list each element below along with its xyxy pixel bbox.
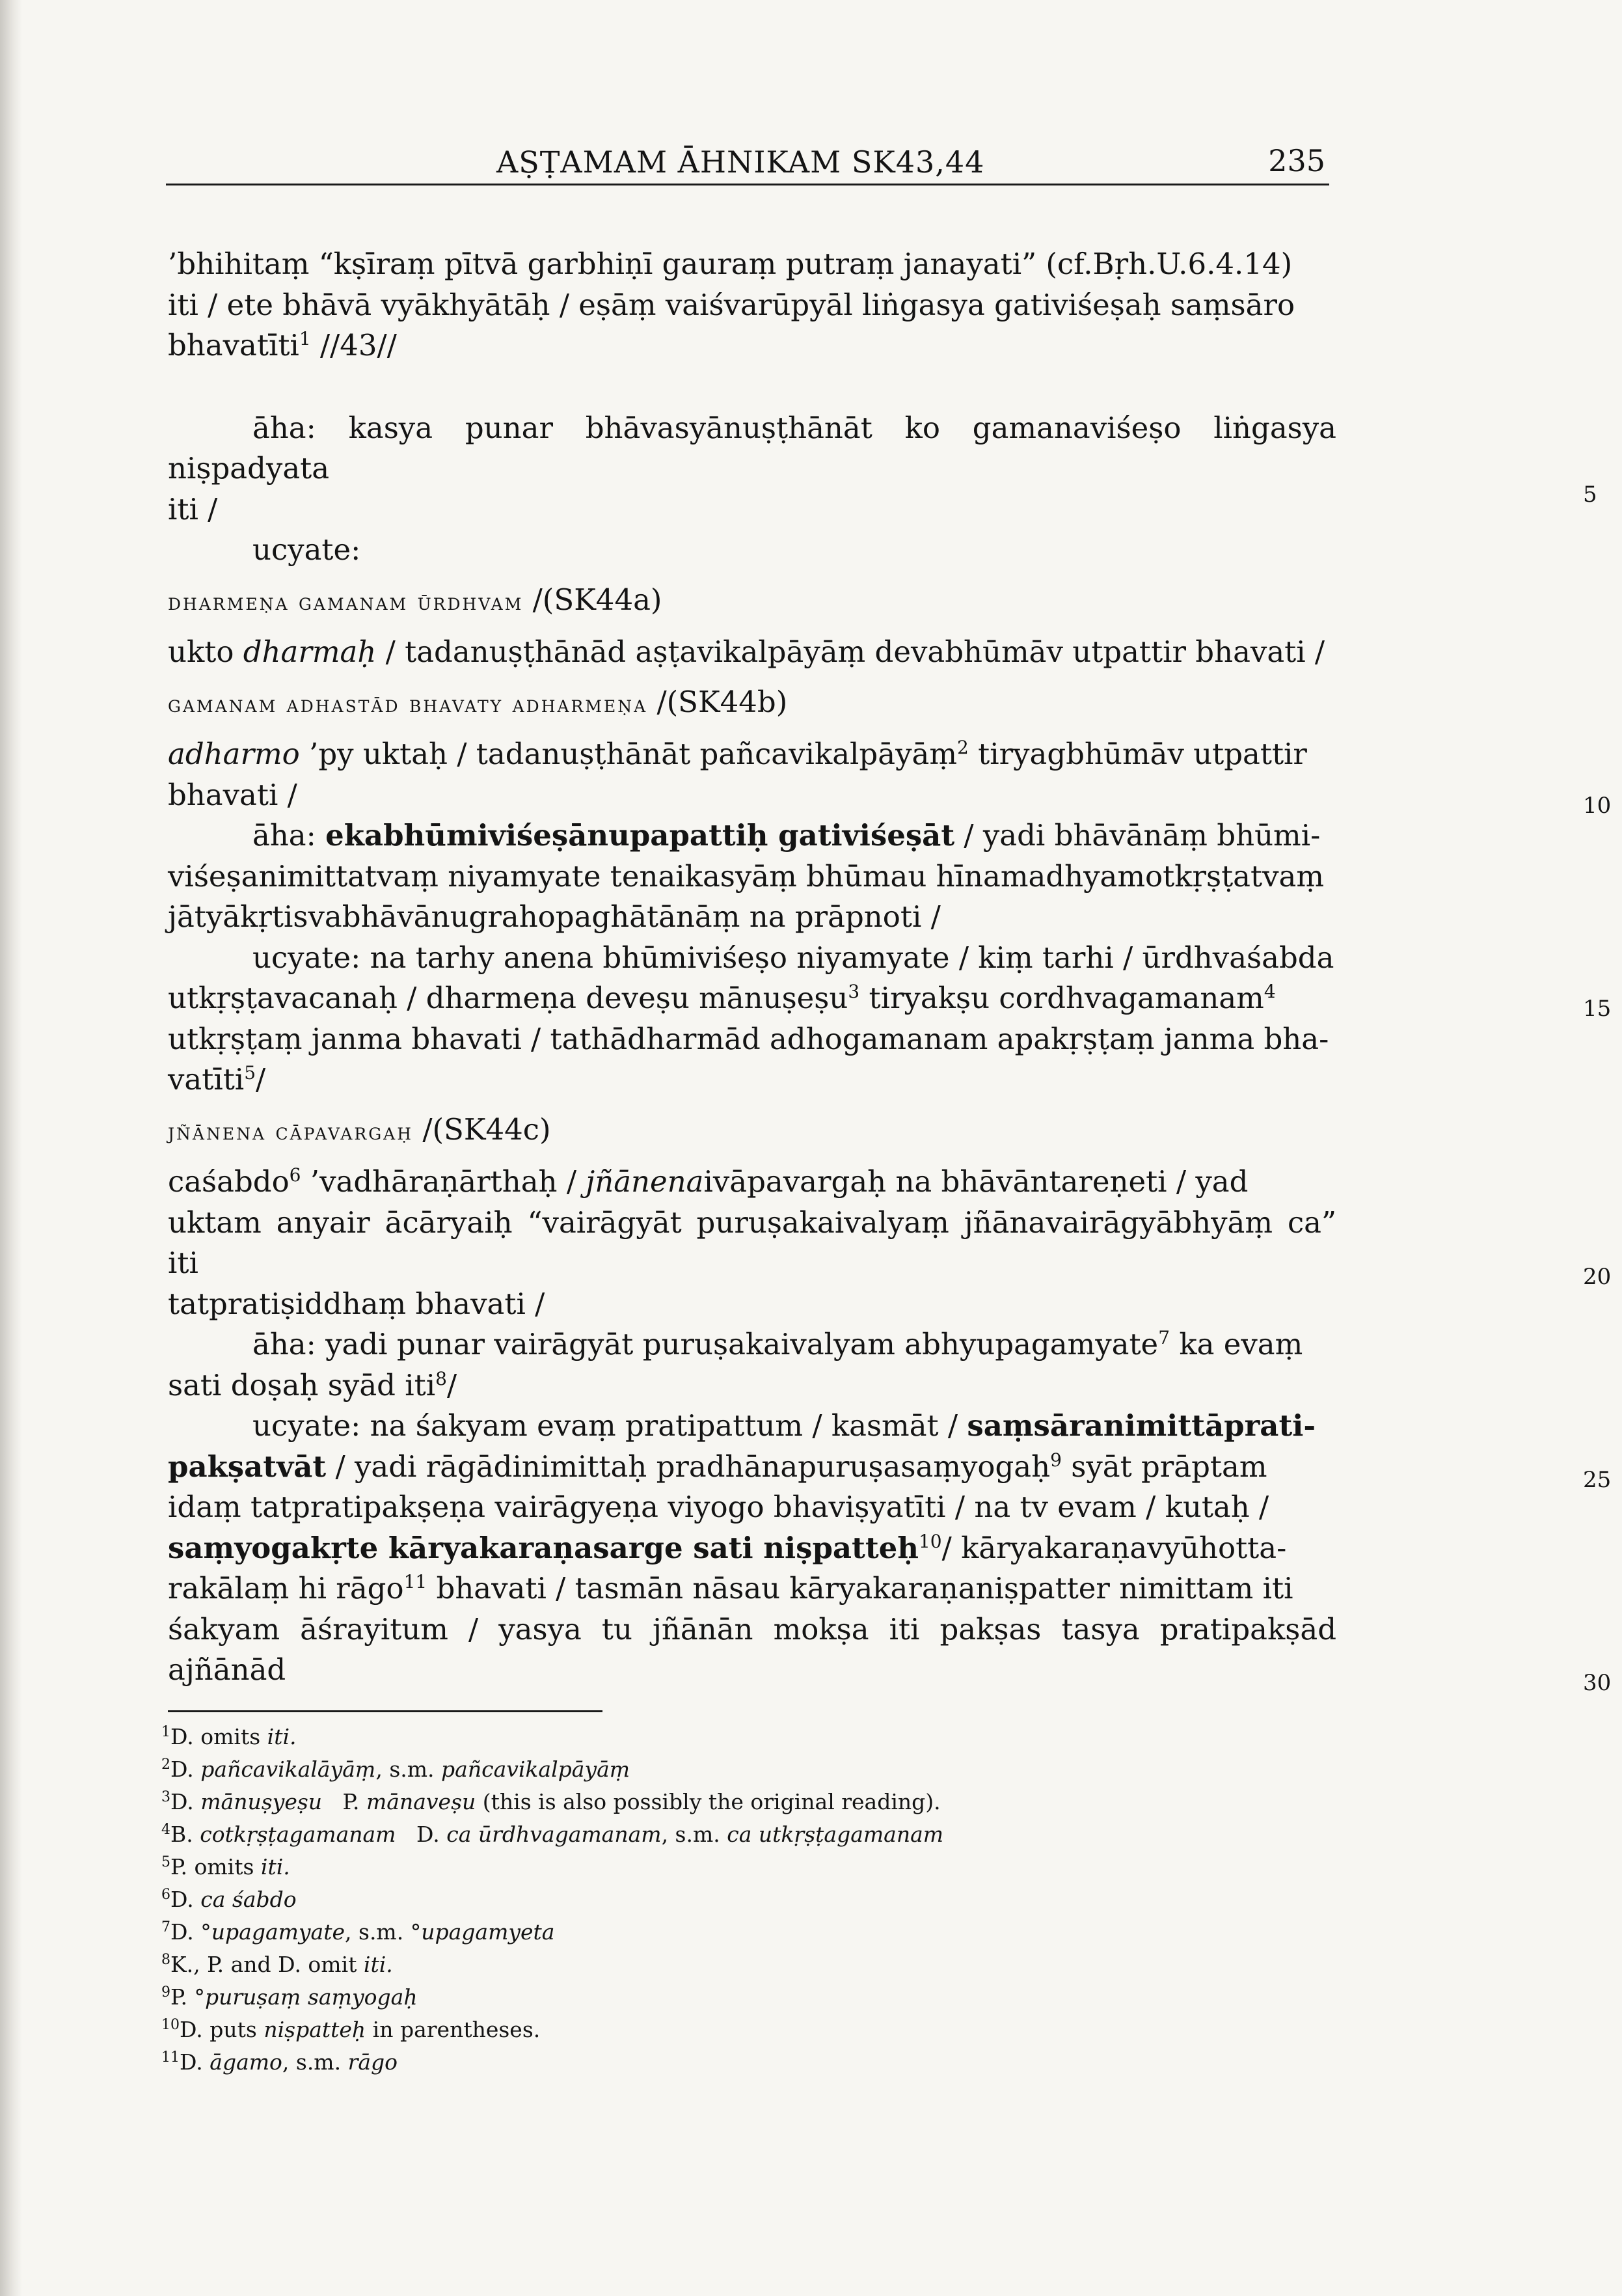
running-header bbox=[166, 138, 1329, 185]
text-run: utkṛṣṭavacanaḥ / dharmeṇa deveṣu mānuṣeṣu bbox=[168, 981, 848, 1015]
footnote-italic: ca utkṛṣṭagamanam bbox=[727, 1822, 944, 1847]
text-run: / bbox=[446, 1367, 457, 1402]
main-text bbox=[168, 244, 1612, 1696]
footnote-number: 10 bbox=[161, 2017, 180, 2033]
footnote bbox=[161, 1786, 1137, 1818]
text-run: rakālaṃ hi rāgo bbox=[168, 1571, 404, 1606]
footnote-text: D. bbox=[170, 1756, 201, 1782]
text-run: ucyate: na śakyam evaṃ pratipattum / kasmāt / bbox=[252, 1408, 967, 1443]
footnote bbox=[161, 1753, 1137, 1786]
footnote-ref: 1 bbox=[299, 328, 311, 349]
text-run: / yadi rāgādinimittaḥ pradhānapuruṣasaṃyogaḥ bbox=[326, 1449, 1051, 1484]
footnote bbox=[161, 2014, 1137, 2046]
verse-text: gamanam adhastād bhavaty adharmeṇa bbox=[168, 690, 648, 718]
footnote-text: P. bbox=[322, 1789, 367, 1814]
text-run: tiryakṣu cordhvagamanam bbox=[859, 981, 1264, 1015]
footnote-number: 6 bbox=[161, 1887, 170, 1903]
footnote-text: D. bbox=[170, 1919, 201, 1945]
footnote bbox=[161, 1851, 1137, 1883]
footnote bbox=[161, 1721, 1137, 1753]
line-number: 5 bbox=[1583, 482, 1597, 508]
footnote-number: 2 bbox=[161, 1756, 170, 1773]
text-run: āha: yadi punar vairāgyāt puruṣakaivalyam abhyupagamyate bbox=[252, 1327, 1159, 1361]
footnote-italic: mānuṣyeṣu bbox=[200, 1789, 323, 1814]
verse-ref: /(SK44b) bbox=[647, 684, 788, 719]
text-run: tiryagbhūmāv utpattir bbox=[968, 737, 1307, 771]
bold-term: saṃyogakṛte kāryakaraṇasarge sati niṣpatteḥ bbox=[168, 1530, 919, 1565]
text-run: / kāryakaraṇavyūhotta- bbox=[941, 1530, 1287, 1565]
running-title: AṢṬAMAM ĀHNIKAM SK43,44 bbox=[496, 144, 985, 180]
footnote-text: , s.m. bbox=[345, 1919, 411, 1945]
footnote bbox=[161, 1948, 1137, 1981]
footnote-italic: āgamo bbox=[210, 2049, 282, 2075]
paragraph bbox=[168, 1162, 1336, 1324]
footnote-text: P. omits bbox=[170, 1854, 261, 1879]
footnote-text: D. bbox=[396, 1822, 447, 1847]
paragraph bbox=[168, 632, 1336, 673]
footnote-italic: mānaveṣu bbox=[366, 1789, 476, 1814]
text-run: āha: bbox=[252, 818, 326, 853]
page-number: 235 bbox=[1268, 143, 1325, 178]
text-run: ukto bbox=[168, 635, 243, 669]
footnote-italic: ca ūrdhvagamanam bbox=[446, 1822, 662, 1847]
footnote-ref: 6 bbox=[289, 1164, 301, 1186]
verse-ref: /(SK44a) bbox=[523, 582, 662, 617]
italic-term: adharmo bbox=[168, 737, 300, 771]
paragraph bbox=[168, 734, 1336, 815]
footnote-italic: iti. bbox=[260, 1854, 290, 1879]
footnote-number: 5 bbox=[161, 1854, 170, 1870]
line-number: 15 bbox=[1583, 996, 1612, 1022]
footnote-italic: °upagamyeta bbox=[410, 1919, 555, 1945]
footnote-text: P. bbox=[170, 1984, 195, 2010]
footnote-ref: 7 bbox=[1158, 1327, 1170, 1348]
verse-text: jñānena cāpavargaḥ bbox=[168, 1118, 414, 1145]
line-number: 20 bbox=[1583, 1264, 1612, 1290]
verse-text: dharmeṇa gamanam ūrdhvam bbox=[168, 588, 524, 616]
text-line: āha: kasya punar bhāvasyānuṣṭhānāt ko gamanaviśeṣo liṅgasya niṣpadyata bbox=[168, 410, 1336, 485]
text-run: sati doṣaḥ syād iti bbox=[168, 1367, 436, 1402]
footnote-number: 1 bbox=[161, 1724, 170, 1740]
footnote-italic: iti. bbox=[267, 1724, 297, 1749]
footnote-number: 3 bbox=[161, 1789, 170, 1805]
footnote-text: in parentheses. bbox=[366, 2017, 541, 2042]
text-line: iti / ete bhāvā vyākhyātāḥ / eṣāṃ vaiśvarūpyāl liṅgasya gativiśeṣaḥ saṃsāro bbox=[168, 287, 1295, 322]
text-line: bhavati / bbox=[168, 777, 297, 812]
footnote-number: 9 bbox=[161, 1984, 170, 2001]
footnote bbox=[161, 1883, 1137, 1916]
footnote-text: , s.m. bbox=[282, 2049, 348, 2075]
scan-page-edge bbox=[0, 0, 22, 2296]
footnote-rule bbox=[168, 1710, 602, 1712]
footnote-number: 11 bbox=[161, 2049, 180, 2066]
verse-ref: /(SK44c) bbox=[413, 1112, 551, 1147]
footnote-ref: 5 bbox=[244, 1062, 256, 1084]
bold-term: pakṣatvāt bbox=[168, 1449, 327, 1484]
footnote-ref: 4 bbox=[1264, 981, 1276, 1002]
text-run: ’vadhāraṇārthaḥ / bbox=[301, 1164, 586, 1199]
footnotes bbox=[161, 1721, 1137, 2079]
text-run: bhavati / tasmān nāsau kāryakaraṇaniṣpatter nimittam iti bbox=[427, 1571, 1293, 1606]
footnote-italic: niṣpatteḥ bbox=[264, 2017, 366, 2042]
text-line: ’bhihitaṃ “kṣīraṃ pītvā garbhiṇī gauraṃ putraṃ janayati” (cf.Bṛh.U.6.4.14) bbox=[168, 247, 1293, 281]
text-line: śakyam āśrayitum / yasya tu jñānān mokṣa iti pakṣas tasya pratipakṣād ajñānād bbox=[168, 1611, 1336, 1687]
footnote-number: 8 bbox=[161, 1952, 170, 1968]
footnote-number: 7 bbox=[161, 1919, 170, 1935]
paragraph bbox=[168, 1406, 1336, 1691]
bold-term: ekabhūmiviśeṣānupapattiḥ gativiśeṣāt bbox=[325, 818, 955, 853]
text-run: ivāpavargaḥ na bhāvāntareṇeti / yad bbox=[703, 1164, 1249, 1199]
footnote-text: D. bbox=[170, 1789, 201, 1814]
text-line: utkṛṣṭaṃ janma bhavati / tathādharmād adhogamanam apakṛṣṭaṃ janma bha- bbox=[168, 1021, 1329, 1056]
paragraph bbox=[168, 244, 1336, 366]
karika-verse-44c bbox=[168, 1100, 1336, 1162]
footnote bbox=[161, 1981, 1137, 2014]
karika-verse-44a bbox=[168, 571, 1336, 633]
text-line: iti / bbox=[168, 491, 218, 526]
footnote-text: D. bbox=[170, 1887, 201, 1912]
footnote-text: , s.m. bbox=[661, 1822, 727, 1847]
footnote-ref: 9 bbox=[1050, 1449, 1062, 1471]
footnote-text: D. omits bbox=[170, 1724, 267, 1749]
footnote-text: , s.m. bbox=[375, 1756, 442, 1782]
footnote-ref: 2 bbox=[957, 737, 969, 758]
footnote bbox=[161, 1818, 1137, 1851]
text-run: ka evaṃ bbox=[1170, 1327, 1303, 1361]
footnote-italic: °upagamyate bbox=[200, 1919, 345, 1945]
paragraph bbox=[168, 815, 1336, 938]
text-line: ucyate: bbox=[252, 532, 361, 567]
footnote-italic: pañcavikalāyāṃ bbox=[200, 1756, 376, 1782]
footnote-ref: 8 bbox=[435, 1367, 447, 1389]
footnote-text: (this is also possibly the original reading). bbox=[476, 1789, 941, 1814]
footnote-italic: ca śabdo bbox=[200, 1887, 297, 1912]
text-run: / tadanuṣṭhānād aṣṭavikalpāyāṃ devabhūmāv utpattir bhavati / bbox=[376, 635, 1325, 669]
footnote bbox=[161, 2046, 1137, 2079]
footnote-number: 4 bbox=[161, 1822, 170, 1838]
footnote-text: K., P. and D. omit bbox=[170, 1952, 364, 1977]
footnote-text: B. bbox=[170, 1822, 200, 1847]
line-number: 30 bbox=[1583, 1670, 1612, 1696]
text-run: ’py uktaḥ / tadanuṣṭhānāt pañcavikalpāyāṃ bbox=[299, 737, 957, 771]
text-line: ucyate: na tarhy anena bhūmiviśeṣo niyamyate / kiṃ tarhi / ūrdhvaśabda bbox=[252, 940, 1334, 975]
text-line: uktam anyair ācāryaiḥ “vairāgyāt puruṣakaivalyaṃ jñānavairāgyābhyāṃ ca” iti bbox=[168, 1205, 1336, 1280]
bold-term: saṃsāranimittāprati- bbox=[967, 1408, 1316, 1443]
line-number: 10 bbox=[1583, 793, 1612, 819]
italic-term: jñānena bbox=[586, 1164, 704, 1199]
line-number: 25 bbox=[1583, 1467, 1612, 1493]
footnote-italic: °puruṣaṃ saṃyogaḥ bbox=[194, 1984, 418, 2010]
footnote-italic: iti. bbox=[363, 1952, 393, 1977]
text-line: jātyākṛtisvabhāvānugrahopaghātānāṃ na prāpnoti / bbox=[168, 899, 941, 934]
footnote-ref: 10 bbox=[918, 1530, 942, 1552]
footnote-ref: 11 bbox=[403, 1571, 427, 1592]
footnote-italic: rāgo bbox=[347, 2049, 398, 2075]
footnote-italic: pañcavikalpāyāṃ bbox=[441, 1756, 630, 1782]
footnote-text: D. bbox=[180, 2049, 210, 2075]
text-line: idaṃ tatpratipakṣeṇa vairāgyeṇa viyogo bhaviṣyatīti / na tv evam / kutaḥ / bbox=[168, 1490, 1269, 1524]
italic-term: dharmaḥ bbox=[243, 635, 377, 669]
paragraph bbox=[168, 1324, 1336, 1406]
footnote bbox=[161, 1916, 1137, 1948]
paragraph bbox=[168, 938, 1336, 1100]
text-line: viśeṣanimittatvaṃ niyamyate tenaikasyāṃ bhūmau hīnamadhyamotkṛṣṭatvaṃ bbox=[168, 858, 1325, 894]
text-run: syāt prāptam bbox=[1061, 1449, 1267, 1484]
karika-verse-44b bbox=[168, 673, 1336, 735]
text-run: vatīti bbox=[168, 1062, 245, 1097]
text-line: tatpratiṣiddhaṃ bhavati / bbox=[168, 1286, 545, 1321]
text-run: caśabdo bbox=[168, 1164, 290, 1199]
paragraph bbox=[168, 408, 1336, 571]
text-line: //43// bbox=[310, 328, 397, 362]
text-run: / yadi bhāvānāṃ bhūmi- bbox=[954, 818, 1321, 853]
footnote-italic: cotkṛṣṭagamanam bbox=[200, 1822, 396, 1847]
text-line: bhavatīti bbox=[168, 328, 299, 362]
footnote-text: D. puts bbox=[180, 2017, 264, 2042]
footnote-ref: 3 bbox=[848, 981, 860, 1002]
text-run: / bbox=[256, 1062, 266, 1097]
